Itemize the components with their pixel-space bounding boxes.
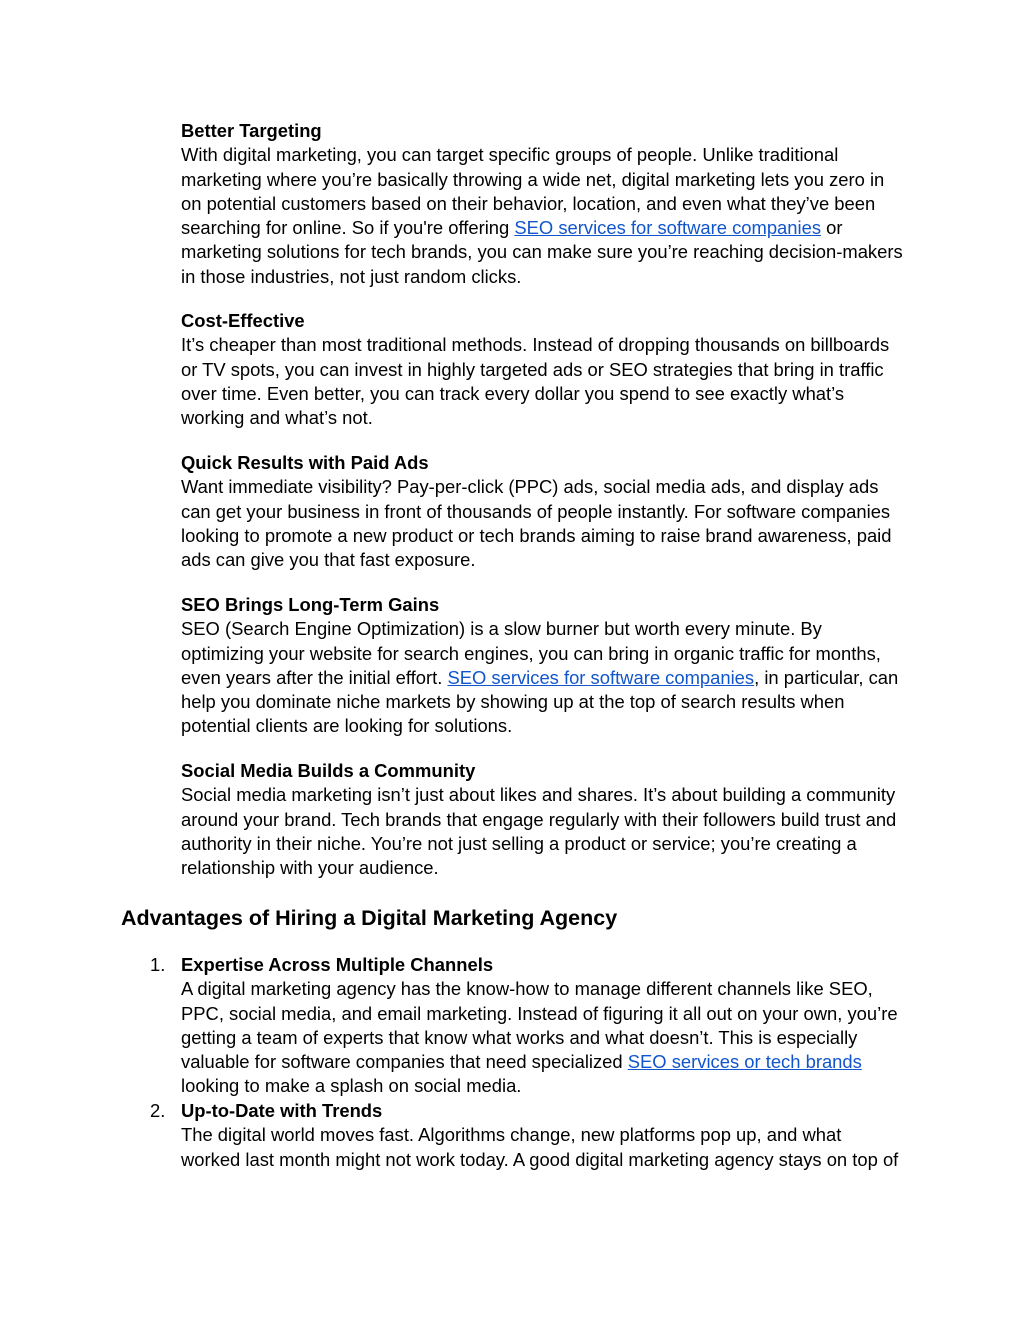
paragraph-line: over time. Even better, you can track every dollar you spend to see exactly what’s	[181, 382, 845, 404]
line-text: even years after the initial effort.	[181, 666, 448, 688]
paragraph-line: help you dominate niche markets by showing up at the top of search results when	[181, 691, 845, 713]
paragraph-line	[181, 1050, 916, 1074]
section-cost-effective	[181, 309, 916, 430]
section-seo-long-term	[181, 593, 916, 739]
paragraph-line: A digital marketing agency has the know-how to manage different channels like SEO,	[181, 978, 873, 1000]
paragraph-line: around your brand. Tech brands that engage regularly with their followers build trust and	[181, 808, 897, 830]
paragraph-line: SEO (Search Engine Optimization) is a slow burner but worth every minute. By	[181, 618, 822, 640]
section-heading: SEO Brings Long-Term Gains	[181, 594, 440, 615]
list-item	[150, 1099, 916, 1172]
paragraph-line: worked last month might not work today. A good digital marketing agency stays on top of	[181, 1148, 899, 1170]
seo-tech-brands-link[interactable]: SEO services or tech brands	[627, 1051, 862, 1073]
paragraph-line: potential clients are looking for solutions.	[181, 715, 513, 737]
line-text: , in particular, can	[754, 666, 899, 688]
paragraph-line: ads can give you that fast exposure.	[181, 549, 476, 571]
paragraph-line: Social media marketing isn’t just about likes and shares. It’s about building a community	[181, 784, 896, 806]
section-quick-results	[181, 451, 916, 572]
line-text: valuable for software companies that need specialized	[181, 1051, 628, 1073]
paragraph-line: in those industries, not just random clicks.	[181, 265, 522, 287]
paragraph-line: The digital world moves fast. Algorithms change, new platforms pop up, and what	[181, 1124, 842, 1146]
list-item-heading: Up-to-Date with Trends	[181, 1100, 383, 1121]
paragraph-line: can get your business in front of thousands of people instantly. For software companies	[181, 500, 891, 522]
paragraph-line: working and what’s not.	[181, 407, 373, 429]
section-social-media	[181, 759, 916, 880]
paragraph-line: PPC, social media, and email marketing. Instead of figuring it all out on your own, you’re	[181, 1002, 898, 1024]
paragraph-line: With digital marketing, you can target specific groups of people. Unlike traditional	[181, 144, 839, 166]
paragraph-line: Want immediate visibility? Pay-per-click (PPC) ads, social media ads, and display ads	[181, 476, 879, 498]
list-number: 2.	[150, 1100, 166, 1121]
paragraph-line: marketing solutions for tech brands, you can make sure you’re reaching decision-makers	[181, 241, 903, 263]
paragraph-line: or TV spots, you can invest in highly targeted ads or SEO strategies that bring in traffic	[181, 358, 884, 380]
line-text: or	[821, 217, 843, 239]
section-heading: Cost-Effective	[181, 310, 305, 331]
list-item-heading: Expertise Across Multiple Channels	[181, 954, 494, 975]
paragraph-line	[181, 216, 916, 240]
list-number: 1.	[150, 954, 166, 975]
section-heading: Quick Results with Paid Ads	[181, 452, 429, 473]
paragraph-line: It’s cheaper than most traditional methods. Instead of dropping thousands on billboards	[181, 334, 890, 356]
section-better-targeting	[181, 119, 916, 289]
paragraph-line: looking to promote a new product or tech brands aiming to raise brand awareness, paid	[181, 524, 892, 546]
advantages-heading: Advantages of Hiring a Digital Marketing Agency	[121, 906, 618, 930]
paragraph-line	[181, 666, 916, 690]
paragraph-line: relationship with your audience.	[181, 857, 439, 879]
seo-services-link[interactable]: SEO services for software companies	[447, 666, 755, 688]
paragraph-line: on potential customers based on their behavior, location, and even what they’ve been	[181, 192, 876, 214]
paragraph-line: looking to make a splash on social media.	[181, 1075, 522, 1097]
paragraph-line: getting a team of experts that know what works and what doesn’t. This is especially	[181, 1026, 858, 1048]
seo-services-link[interactable]: SEO services for software companies	[514, 217, 822, 239]
paragraph-line: authority in their niche. You’re not just selling a product or service; you’re creating a	[181, 832, 857, 854]
paragraph-line: optimizing your website for search engines, you can bring in organic traffic for months,	[181, 642, 881, 664]
list-item	[150, 953, 916, 1099]
line-text: searching for online. So if you're offering	[181, 217, 515, 239]
section-heading: Better Targeting	[181, 120, 322, 141]
section-heading: Social Media Builds a Community	[181, 760, 476, 781]
paragraph-line: marketing where you’re basically throwing a wide net, digital marketing lets you zero in	[181, 168, 885, 190]
